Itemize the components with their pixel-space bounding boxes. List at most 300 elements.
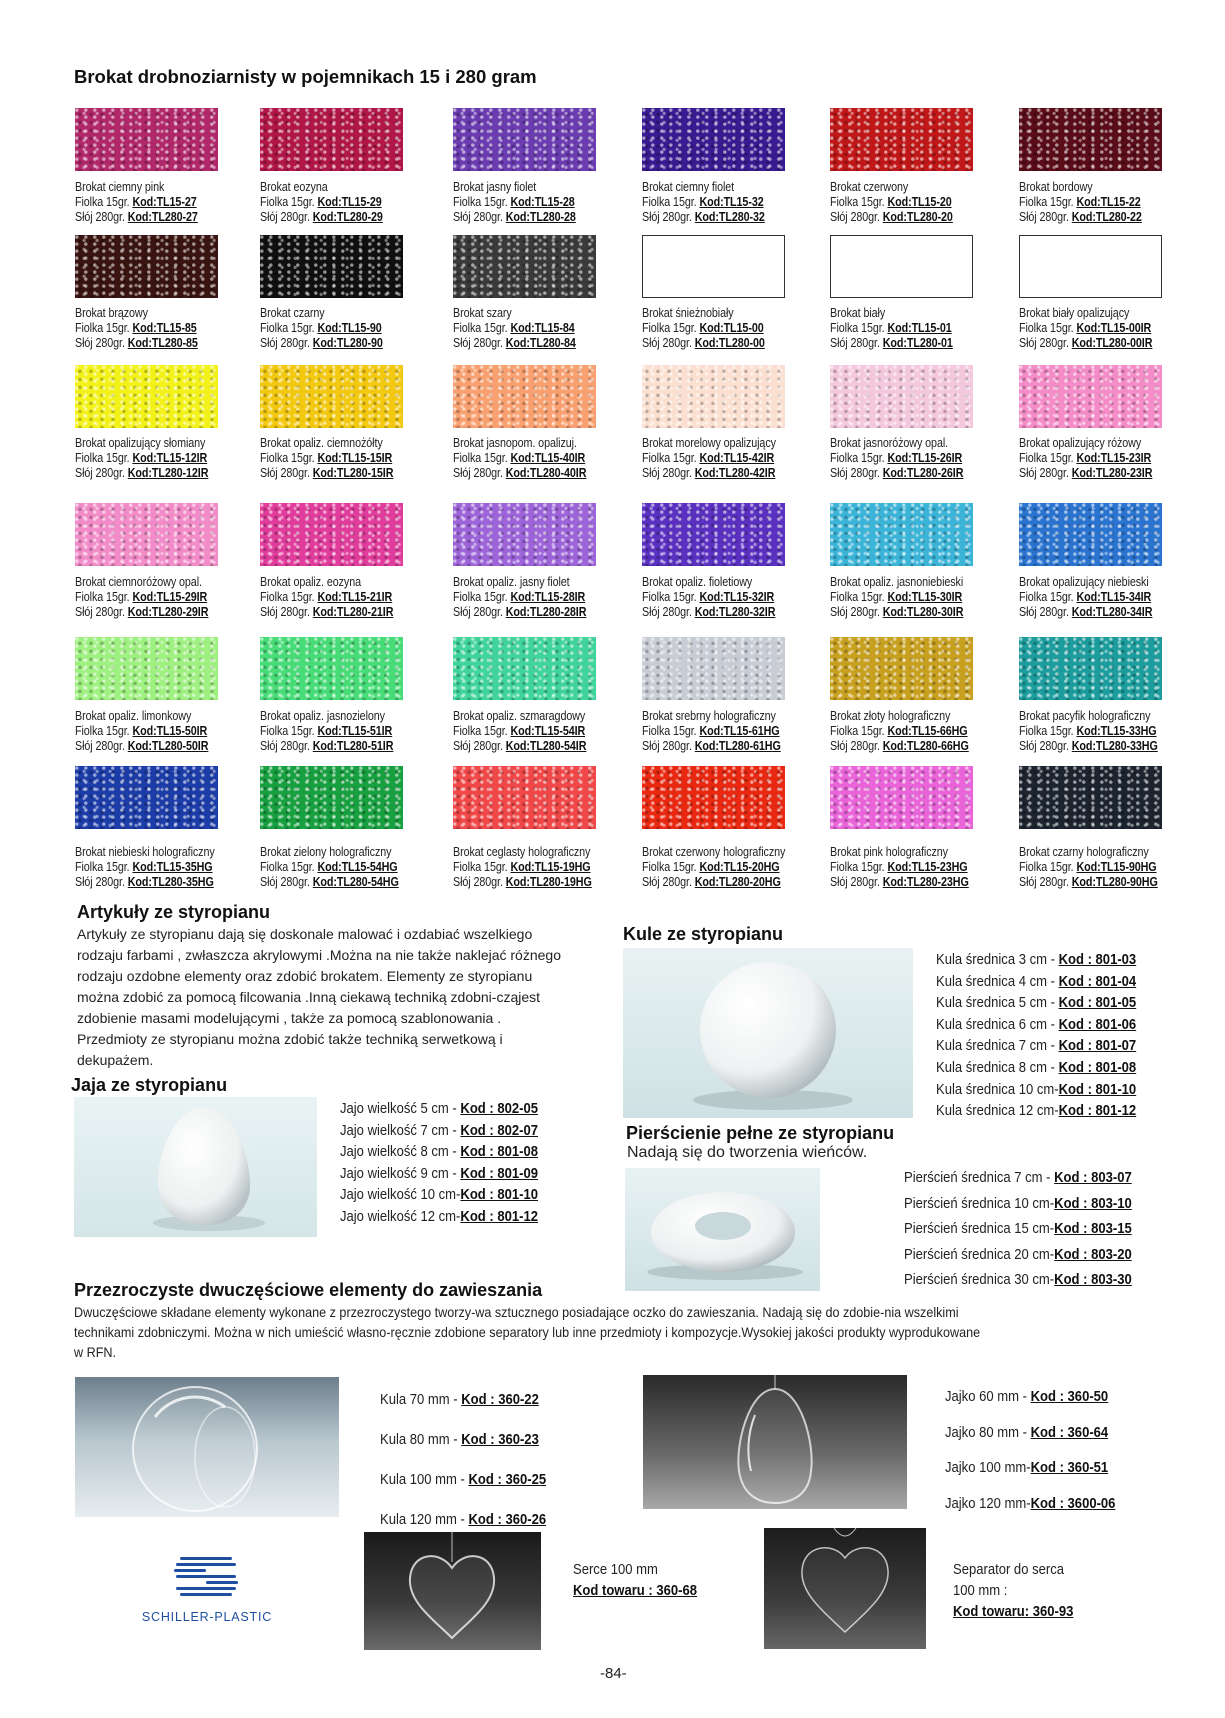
glitter-swatch bbox=[642, 108, 785, 171]
vial-code: Kod:TL15-32 bbox=[699, 195, 764, 209]
jar-code: Kod:TL280-35HG bbox=[127, 875, 214, 889]
glitter-name: Brokat opalizujący niebieski bbox=[1019, 575, 1149, 589]
jar-code: Kod:TL280-90 bbox=[312, 336, 383, 350]
vial-code: Kod:TL15-90HG bbox=[1076, 860, 1157, 874]
vial-code: Kod:TL15-27 bbox=[132, 195, 197, 209]
jar-line: Słój 280gr. Kod:TL280-19HG bbox=[453, 875, 592, 889]
glitter-caption bbox=[260, 575, 393, 620]
glitter-swatch bbox=[75, 108, 218, 171]
vial-line: Fiolka 15gr. Kod:TL15-12IR bbox=[75, 451, 208, 465]
jar-line: Słój 280gr. Kod:TL280-29 bbox=[260, 210, 383, 224]
glitter-swatch bbox=[453, 235, 596, 298]
jar-line: Słój 280gr. Kod:TL280-01 bbox=[830, 336, 953, 350]
jar-line: Słój 280gr. Kod:TL280-33HG bbox=[1019, 739, 1158, 753]
jar-line: Słój 280gr. Kod:TL280-42IR bbox=[642, 466, 776, 480]
vial-code: Kod:TL15-50IR bbox=[132, 724, 208, 738]
egg-spec: Jajo wielkość 5 cm - Kod : 802-05 bbox=[340, 1101, 538, 1117]
glitter-swatch bbox=[453, 503, 596, 566]
jar-code: Kod:TL280-50IR bbox=[127, 739, 209, 753]
egg-spec: Jajo wielkość 7 cm - Kod : 802-07 bbox=[340, 1122, 538, 1139]
glitter-caption bbox=[642, 436, 776, 481]
vial-line: Fiolka 15gr. Kod:TL15-27 bbox=[75, 195, 197, 209]
jar-code: Kod:TL280-66HG bbox=[882, 739, 969, 753]
vial-code: Kod:TL15-00 bbox=[699, 321, 764, 335]
sphere-spec: Kula 70 mm - Kod : 360-22 bbox=[380, 1392, 539, 1408]
glitter-swatch bbox=[1019, 503, 1162, 566]
jar-line: Słój 280gr. Kod:TL280-84 bbox=[453, 336, 576, 350]
ring-spec: Pierścień średnica 7 cm - Kod : 803-07 bbox=[904, 1170, 1132, 1186]
jar-line: Słój 280gr. Kod:TL280-28IR bbox=[453, 605, 587, 619]
glitter-caption bbox=[642, 709, 781, 754]
rings-subtitle: Nadają się do tworzenia wieńców. bbox=[627, 1144, 868, 1161]
logo-mark-icon bbox=[132, 1555, 282, 1601]
glitter-name: Brokat ciemny fiolet bbox=[642, 180, 735, 194]
jar-code: Kod:TL280-40IR bbox=[505, 466, 587, 480]
glitter-caption bbox=[453, 709, 586, 754]
glitter-caption bbox=[642, 180, 765, 225]
vial-line: Fiolka 15gr. Kod:TL15-00 bbox=[642, 321, 764, 335]
vial-line: Fiolka 15gr. Kod:TL15-34IR bbox=[1019, 590, 1152, 604]
ring-spec: Pierścień średnica 30 cm-Kod : 803-30 bbox=[904, 1272, 1132, 1288]
balls-title: Kule ze styropianu bbox=[623, 924, 784, 944]
glitter-caption bbox=[75, 436, 208, 481]
glitter-caption bbox=[260, 709, 393, 754]
vial-line: Fiolka 15gr. Kod:TL15-42IR bbox=[642, 451, 775, 465]
vial-code: Kod:TL15-20HG bbox=[699, 860, 780, 874]
jar-line: Słój 280gr. Kod:TL280-66HG bbox=[830, 739, 969, 753]
vial-code: Kod:TL15-90 bbox=[317, 321, 382, 335]
vial-code: Kod:TL15-15IR bbox=[317, 451, 393, 465]
glitter-caption bbox=[453, 575, 586, 620]
glitter-caption bbox=[453, 306, 576, 351]
glitter-caption bbox=[1019, 180, 1142, 225]
vial-line: Fiolka 15gr. Kod:TL15-00IR bbox=[1019, 321, 1152, 335]
vial-code: Kod:TL15-21IR bbox=[317, 590, 393, 604]
vial-line: Fiolka 15gr. Kod:TL15-51IR bbox=[260, 724, 393, 738]
vial-line: Fiolka 15gr. Kod:TL15-26IR bbox=[830, 451, 963, 465]
glitter-caption bbox=[642, 575, 775, 620]
glitter-name: Brokat czarny holograficzny bbox=[1019, 845, 1149, 859]
ball-spec: Kula średnica 7 cm - Kod : 801-07 bbox=[936, 1038, 1137, 1055]
glitter-name: Brokat pacyfik holograficzny bbox=[1019, 709, 1151, 723]
vial-line: Fiolka 15gr. Kod:TL15-66HG bbox=[830, 724, 968, 738]
jar-code: Kod:TL280-00 bbox=[694, 336, 765, 350]
glitter-name: Brokat zielony holograficzny bbox=[260, 845, 392, 859]
glitter-name: Brokat pink holograficzny bbox=[830, 845, 948, 859]
vial-line: Fiolka 15gr. Kod:TL15-32IR bbox=[642, 590, 775, 604]
glitter-caption bbox=[260, 180, 383, 225]
glitter-swatch bbox=[830, 235, 973, 298]
jar-line: Słój 280gr. Kod:TL280-30IR bbox=[830, 605, 964, 619]
egg-ornament-spec: Jajko 120 mm-Kod : 3600-06 bbox=[945, 1495, 1116, 1512]
ball-spec: Kula średnica 10 cm-Kod : 801-10 bbox=[936, 1081, 1137, 1098]
glitter-swatch bbox=[642, 503, 785, 566]
ball-spec: Kula średnica 8 cm - Kod : 801-08 bbox=[936, 1059, 1137, 1076]
ring-spec: Pierścień średnica 15 cm-Kod : 803-15 bbox=[904, 1221, 1132, 1237]
glitter-swatch bbox=[830, 503, 973, 566]
transparent-spheres-list bbox=[380, 1380, 565, 1540]
glitter-caption bbox=[830, 436, 963, 481]
ring-spec: Pierścień średnica 20 cm-Kod : 803-20 bbox=[904, 1246, 1132, 1263]
vial-code: Kod:TL15-84 bbox=[510, 321, 575, 335]
glitter-caption bbox=[1019, 845, 1158, 890]
vial-code: Kod:TL15-28 bbox=[510, 195, 575, 209]
glitter-name: Brokat ciemnoróżowy opal. bbox=[75, 575, 202, 589]
jar-code: Kod:TL280-85 bbox=[127, 336, 198, 350]
glitter-swatch bbox=[75, 503, 218, 566]
vial-code: Kod:TL15-32IR bbox=[699, 590, 775, 604]
jar-line: Słój 280gr. Kod:TL280-34IR bbox=[1019, 605, 1153, 619]
separator-spec: Separator do serca 100 mm : Kod towaru: 360-93 bbox=[953, 1562, 1074, 1620]
vial-line: Fiolka 15gr. Kod:TL15-28IR bbox=[453, 590, 586, 604]
vial-line: Fiolka 15gr. Kod:TL15-30IR bbox=[830, 590, 963, 604]
glitter-caption bbox=[1019, 575, 1152, 620]
jar-line: Słój 280gr. Kod:TL280-00IR bbox=[1019, 336, 1153, 350]
egg-spec: Jajo wielkość 12 cm-Kod : 801-12 bbox=[340, 1208, 538, 1225]
jar-code: Kod:TL280-32IR bbox=[694, 605, 776, 619]
glitter-name: Brokat opaliz. fioletiowy bbox=[642, 575, 753, 589]
glitter-caption bbox=[75, 845, 215, 890]
glitter-caption bbox=[75, 180, 198, 225]
glitter-name: Brokat eozyna bbox=[260, 180, 328, 194]
glitter-name: Brokat opaliz. jasnoniebieski bbox=[830, 575, 964, 589]
styrofoam-egg-photo bbox=[74, 1097, 317, 1237]
sphere-spec: Kula 100 mm - Kod : 360-25 bbox=[380, 1472, 547, 1488]
jar-code: Kod:TL280-54IR bbox=[505, 739, 587, 753]
page-number: -84- bbox=[600, 1665, 627, 1682]
glitter-name: Brokat biały opalizujący bbox=[1019, 306, 1130, 320]
jar-line: Słój 280gr. Kod:TL280-00 bbox=[642, 336, 765, 350]
vial-code: Kod:TL15-23IR bbox=[1076, 451, 1152, 465]
glitter-name: Brokat czarny bbox=[260, 306, 325, 320]
jar-code: Kod:TL280-00IR bbox=[1071, 336, 1153, 350]
vial-line: Fiolka 15gr. Kod:TL15-84 bbox=[453, 321, 575, 335]
glitter-name: Brokat jasnopom. opalizuj. bbox=[453, 436, 577, 450]
glitter-name: Brokat opalizujący różowy bbox=[1019, 436, 1142, 450]
glitter-name: Brokat biały bbox=[830, 306, 886, 320]
jar-line: Słój 280gr. Kod:TL280-90 bbox=[260, 336, 383, 350]
egg-ornament-spec: Jajko 80 mm - Kod : 360-64 bbox=[945, 1424, 1109, 1441]
glitter-name: Brokat czerwony holograficzny bbox=[642, 845, 786, 859]
vial-code: Kod:TL15-85 bbox=[132, 321, 197, 335]
ball-spec: Kula średnica 4 cm - Kod : 801-04 bbox=[936, 973, 1137, 990]
glitter-swatch bbox=[1019, 235, 1162, 298]
glitter-caption bbox=[1019, 709, 1158, 754]
glitter-name: Brokat opalizujący słomiany bbox=[75, 436, 206, 450]
jar-line: Słój 280gr. Kod:TL280-21IR bbox=[260, 605, 394, 619]
styro-title: Artykuły ze styropianu bbox=[77, 902, 271, 922]
vial-code: Kod:TL15-40IR bbox=[510, 451, 586, 465]
glitter-caption bbox=[260, 845, 399, 890]
jar-code: Kod:TL280-12IR bbox=[127, 466, 209, 480]
vial-line: Fiolka 15gr. Kod:TL15-90 bbox=[260, 321, 382, 335]
vial-code: Kod:TL15-54HG bbox=[317, 860, 398, 874]
glitter-name: Brokat czerwony bbox=[830, 180, 909, 194]
glitter-swatch bbox=[260, 235, 403, 298]
vial-line: Fiolka 15gr. Kod:TL15-19HG bbox=[453, 860, 591, 874]
jar-code: Kod:TL280-27 bbox=[127, 210, 198, 224]
vial-line: Fiolka 15gr. Kod:TL15-28 bbox=[453, 195, 575, 209]
glitter-swatch bbox=[1019, 637, 1162, 700]
styro-description: Artykuły ze styropianu dają się doskonale malować i ozdabiać wszelkiego rodzaju farbami , zwłaszcza akrylowymi .Można na nie także naklejać różnego rodzaju ozdobne elementy oraz zdobić brokatem. Elementy ze styropianu można zdobić za pomocą filcowania .Inną ciekawą techniką zdobni-cząjest zdobienie masami modelującymi , także za pomocą szablonowania . Przedmioty ze styropianu można zdobić także techniką serwetkową i dekupażem. bbox=[77, 926, 561, 1068]
vial-line: Fiolka 15gr. Kod:TL15-50IR bbox=[75, 724, 208, 738]
glitter-swatch bbox=[642, 766, 785, 829]
glitter-swatch bbox=[453, 365, 596, 428]
vial-line: Fiolka 15gr. Kod:TL15-22 bbox=[1019, 195, 1141, 209]
vial-line: Fiolka 15gr. Kod:TL15-23HG bbox=[830, 860, 968, 874]
vial-code: Kod:TL15-22 bbox=[1076, 195, 1141, 209]
glitter-swatch bbox=[830, 766, 973, 829]
jar-code: Kod:TL280-34IR bbox=[1071, 605, 1153, 619]
ring-spec: Pierścień średnica 10 cm-Kod : 803-10 bbox=[904, 1195, 1132, 1212]
glitter-swatch bbox=[830, 108, 973, 171]
eggs-title: Jaja ze styropianu bbox=[71, 1075, 228, 1095]
glitter-name: Brokat bordowy bbox=[1019, 180, 1093, 194]
glitter-swatch bbox=[1019, 766, 1162, 829]
glitter-caption bbox=[830, 306, 953, 351]
jar-line: Słój 280gr. Kod:TL280-22 bbox=[1019, 210, 1142, 224]
egg-spec: Jajo wielkość 8 cm - Kod : 801-08 bbox=[340, 1144, 538, 1161]
jar-code: Kod:TL280-19HG bbox=[505, 875, 592, 889]
vial-code: Kod:TL15-23HG bbox=[887, 860, 968, 874]
glitter-name: Brokat opaliz. szmaragdowy bbox=[453, 709, 586, 723]
vial-code: Kod:TL15-51IR bbox=[317, 724, 393, 738]
glitter-swatch bbox=[642, 235, 785, 298]
eggs-list bbox=[340, 1099, 560, 1229]
glitter-swatch bbox=[75, 235, 218, 298]
vial-code: Kod:TL15-35HG bbox=[132, 860, 213, 874]
vial-code: Kod:TL15-54IR bbox=[510, 724, 586, 738]
vial-line: Fiolka 15gr. Kod:TL15-54HG bbox=[260, 860, 398, 874]
jar-code: Kod:TL280-33HG bbox=[1071, 739, 1158, 753]
vial-line: Fiolka 15gr. Kod:TL15-29IR bbox=[75, 590, 208, 604]
jar-code: Kod:TL280-54HG bbox=[312, 875, 399, 889]
vial-line: Fiolka 15gr. Kod:TL15-21IR bbox=[260, 590, 393, 604]
jar-code: Kod:TL280-29IR bbox=[127, 605, 209, 619]
jar-line: Słój 280gr. Kod:TL280-23HG bbox=[830, 875, 969, 889]
jar-code: Kod:TL280-28IR bbox=[505, 605, 587, 619]
jar-line: Słój 280gr. Kod:TL280-29IR bbox=[75, 605, 209, 619]
jar-code: Kod:TL280-32 bbox=[694, 210, 765, 224]
jar-code: Kod:TL280-90HG bbox=[1071, 875, 1158, 889]
glitter-caption bbox=[642, 306, 765, 351]
glitter-swatch bbox=[260, 365, 403, 428]
glitter-name: Brokat morelowy opalizujący bbox=[642, 436, 776, 450]
jar-line: Słój 280gr. Kod:TL280-12IR bbox=[75, 466, 209, 480]
jar-line: Słój 280gr. Kod:TL280-15IR bbox=[260, 466, 394, 480]
jar-line: Słój 280gr. Kod:TL280-35HG bbox=[75, 875, 214, 889]
glitter-swatch bbox=[75, 365, 218, 428]
vial-line: Fiolka 15gr. Kod:TL15-20 bbox=[830, 195, 952, 209]
sphere-spec: Kula 120 mm - Kod : 360-26 bbox=[380, 1512, 547, 1528]
jar-code: Kod:TL280-84 bbox=[505, 336, 576, 350]
glitter-name: Brokat jasny fiolet bbox=[453, 180, 537, 194]
vial-code: Kod:TL15-29IR bbox=[132, 590, 208, 604]
page-title: Brokat drobnoziarnisty w pojemnikach 15 i 280 gram bbox=[74, 66, 537, 87]
transparent-eggs-list bbox=[945, 1380, 1134, 1522]
vial-line: Fiolka 15gr. Kod:TL15-29 bbox=[260, 195, 382, 209]
vial-code: Kod:TL15-30IR bbox=[887, 590, 963, 604]
glitter-caption bbox=[830, 575, 963, 620]
transparent-description: Dwuczęściowe składane elementy wykonane z przezroczystego tworzy-wa sztucznego posiadające oczko do zawieszania. Nadają się do zdobie-nia wszelkimi technikami zdobniczymi. Można w nich umieścić własno-ręcznie zdobione separatory lub inne przedmioty i kompozycje.Wysokiej jakości produkty wyprodukowane w RFN. bbox=[74, 1304, 981, 1360]
jar-line: Słój 280gr. Kod:TL280-23IR bbox=[1019, 466, 1153, 480]
vial-code: Kod:TL15-00IR bbox=[1076, 321, 1152, 335]
glitter-name: Brokat złoty holograficzny bbox=[830, 709, 951, 723]
transparent-sphere-photo bbox=[75, 1377, 339, 1517]
vial-code: Kod:TL15-19HG bbox=[510, 860, 591, 874]
glitter-name: Brokat śnieżnobiały bbox=[642, 306, 734, 320]
jar-code: Kod:TL280-29 bbox=[312, 210, 383, 224]
glitter-name: Brokat ciemny pink bbox=[75, 180, 165, 194]
vial-line: Fiolka 15gr. Kod:TL15-01 bbox=[830, 321, 952, 335]
jar-code: Kod:TL280-28 bbox=[505, 210, 576, 224]
balls-list bbox=[936, 950, 1158, 1123]
styrofoam-ball-photo bbox=[623, 948, 913, 1118]
vial-code: Kod:TL15-12IR bbox=[132, 451, 208, 465]
jar-line: Słój 280gr. Kod:TL280-20HG bbox=[642, 875, 781, 889]
glitter-caption bbox=[1019, 306, 1152, 351]
jar-code: Kod:TL280-22 bbox=[1071, 210, 1142, 224]
vial-code: Kod:TL15-33HG bbox=[1076, 724, 1157, 738]
glitter-name: Brokat brązowy bbox=[75, 306, 148, 320]
jar-line: Słój 280gr. Kod:TL280-85 bbox=[75, 336, 198, 350]
jar-code: Kod:TL280-26IR bbox=[882, 466, 964, 480]
glitter-swatch bbox=[1019, 108, 1162, 171]
vial-code: Kod:TL15-61HG bbox=[699, 724, 780, 738]
glitter-name: Brokat opaliz. jasnozielony bbox=[260, 709, 385, 723]
egg-spec: Jajo wielkość 10 cm-Kod : 801-10 bbox=[340, 1187, 538, 1204]
jar-line: Słój 280gr. Kod:TL280-32IR bbox=[642, 605, 776, 619]
glitter-swatch bbox=[260, 637, 403, 700]
vial-line: Fiolka 15gr. Kod:TL15-20HG bbox=[642, 860, 780, 874]
glitter-swatch bbox=[642, 637, 785, 700]
jar-line: Słój 280gr. Kod:TL280-26IR bbox=[830, 466, 964, 480]
jar-code: Kod:TL280-42IR bbox=[694, 466, 776, 480]
glitter-caption bbox=[75, 575, 208, 620]
glitter-caption bbox=[75, 709, 208, 754]
glitter-swatch bbox=[260, 503, 403, 566]
glitter-swatch bbox=[75, 637, 218, 700]
glitter-caption bbox=[830, 845, 969, 890]
egg-ornament-spec: Jajko 60 mm - Kod : 360-50 bbox=[945, 1389, 1109, 1405]
glitter-caption bbox=[260, 436, 393, 481]
ball-spec: Kula średnica 12 cm-Kod : 801-12 bbox=[936, 1103, 1137, 1120]
vial-line: Fiolka 15gr. Kod:TL15-35HG bbox=[75, 860, 213, 874]
jar-line: Słój 280gr. Kod:TL280-61HG bbox=[642, 739, 781, 753]
ball-spec: Kula średnica 5 cm - Kod : 801-05 bbox=[936, 995, 1137, 1012]
transparent-title: Przezroczyste dwuczęściowe elementy do zawieszania bbox=[74, 1280, 543, 1300]
egg-ornament-spec: Jajko 100 mm-Kod : 360-51 bbox=[945, 1460, 1109, 1476]
glitter-caption bbox=[830, 709, 969, 754]
jar-code: Kod:TL280-51IR bbox=[312, 739, 394, 753]
glitter-caption bbox=[1019, 436, 1152, 481]
glitter-swatch bbox=[453, 637, 596, 700]
rings-title: Pierścienie pełne ze styropianu bbox=[626, 1123, 895, 1143]
glitter-caption bbox=[260, 306, 383, 351]
transparent-heart-photo bbox=[364, 1532, 541, 1650]
vial-line: Fiolka 15gr. Kod:TL15-54IR bbox=[453, 724, 586, 738]
jar-code: Kod:TL280-61HG bbox=[694, 739, 781, 753]
vial-line: Fiolka 15gr. Kod:TL15-32 bbox=[642, 195, 764, 209]
glitter-swatch bbox=[260, 108, 403, 171]
glitter-name: Brokat opaliz. ciemnożółty bbox=[260, 436, 383, 450]
jar-line: Słój 280gr. Kod:TL280-27 bbox=[75, 210, 198, 224]
vial-line: Fiolka 15gr. Kod:TL15-85 bbox=[75, 321, 197, 335]
vial-code: Kod:TL15-28IR bbox=[510, 590, 586, 604]
glitter-swatch bbox=[830, 637, 973, 700]
glitter-swatch bbox=[830, 365, 973, 428]
jar-line: Słój 280gr. Kod:TL280-51IR bbox=[260, 739, 394, 753]
glitter-swatch bbox=[453, 766, 596, 829]
vial-line: Fiolka 15gr. Kod:TL15-90HG bbox=[1019, 860, 1157, 874]
jar-code: Kod:TL280-15IR bbox=[312, 466, 394, 480]
glitter-caption bbox=[453, 180, 576, 225]
glitter-name: Brokat opaliz. jasny fiolet bbox=[453, 575, 570, 589]
glitter-name: Brokat jasnoróżowy opal. bbox=[830, 436, 949, 450]
glitter-caption bbox=[830, 180, 953, 225]
jar-code: Kod:TL280-21IR bbox=[312, 605, 394, 619]
glitter-caption bbox=[642, 845, 785, 890]
glitter-caption bbox=[453, 436, 586, 481]
jar-code: Kod:TL280-01 bbox=[882, 336, 953, 350]
jar-line: Słój 280gr. Kod:TL280-54HG bbox=[260, 875, 399, 889]
glitter-name: Brokat opaliz. eozyna bbox=[260, 575, 361, 589]
glitter-swatch bbox=[642, 365, 785, 428]
jar-line: Słój 280gr. Kod:TL280-50IR bbox=[75, 739, 209, 753]
jar-code: Kod:TL280-23HG bbox=[882, 875, 969, 889]
jar-line: Słój 280gr. Kod:TL280-28 bbox=[453, 210, 576, 224]
styrofoam-ring-photo bbox=[625, 1168, 820, 1291]
logo-text: SCHILLER-PLASTIC bbox=[141, 1610, 273, 1624]
vial-line: Fiolka 15gr. Kod:TL15-15IR bbox=[260, 451, 393, 465]
vial-code: Kod:TL15-29 bbox=[317, 195, 382, 209]
glitter-swatch bbox=[75, 766, 218, 829]
schiller-plastic-logo bbox=[132, 1555, 282, 1624]
jar-code: Kod:TL280-20 bbox=[882, 210, 953, 224]
jar-line: Słój 280gr. Kod:TL280-40IR bbox=[453, 466, 587, 480]
jar-line: Słój 280gr. Kod:TL280-54IR bbox=[453, 739, 587, 753]
jar-code: Kod:TL280-20HG bbox=[694, 875, 781, 889]
sphere-spec: Kula 80 mm - Kod : 360-23 bbox=[380, 1432, 539, 1448]
vial-code: Kod:TL15-42IR bbox=[699, 451, 775, 465]
glitter-swatch bbox=[453, 108, 596, 171]
vial-code: Kod:TL15-01 bbox=[887, 321, 952, 335]
glitter-swatch bbox=[1019, 365, 1162, 428]
rings-list bbox=[904, 1166, 1157, 1294]
heart-spec: Serce 100 mm Kod towaru : 360-68 bbox=[573, 1562, 698, 1599]
vial-code: Kod:TL15-66HG bbox=[887, 724, 968, 738]
glitter-swatch bbox=[260, 766, 403, 829]
heart-separator-photo bbox=[764, 1528, 926, 1649]
jar-line: Słój 280gr. Kod:TL280-90HG bbox=[1019, 875, 1158, 889]
jar-line: Słój 280gr. Kod:TL280-32 bbox=[642, 210, 765, 224]
glitter-caption bbox=[453, 845, 592, 890]
vial-line: Fiolka 15gr. Kod:TL15-40IR bbox=[453, 451, 586, 465]
glitter-caption bbox=[75, 306, 198, 351]
glitter-name: Brokat srebrny holograficzny bbox=[642, 709, 776, 723]
ball-spec: Kula średnica 3 cm - Kod : 801-03 bbox=[936, 952, 1137, 968]
ball-spec: Kula średnica 6 cm - Kod : 801-06 bbox=[936, 1016, 1137, 1033]
vial-line: Fiolka 15gr. Kod:TL15-61HG bbox=[642, 724, 780, 738]
egg-spec: Jajo wielkość 9 cm - Kod : 801-09 bbox=[340, 1165, 538, 1182]
vial-line: Fiolka 15gr. Kod:TL15-23IR bbox=[1019, 451, 1152, 465]
glitter-name: Brokat niebieski holograficzny bbox=[75, 845, 215, 859]
glitter-name: Brokat ceglasty holograficzny bbox=[453, 845, 591, 859]
jar-code: Kod:TL280-23IR bbox=[1071, 466, 1153, 480]
glitter-name: Brokat opaliz. limonkowy bbox=[75, 709, 192, 723]
jar-code: Kod:TL280-30IR bbox=[882, 605, 964, 619]
vial-line: Fiolka 15gr. Kod:TL15-33HG bbox=[1019, 724, 1157, 738]
